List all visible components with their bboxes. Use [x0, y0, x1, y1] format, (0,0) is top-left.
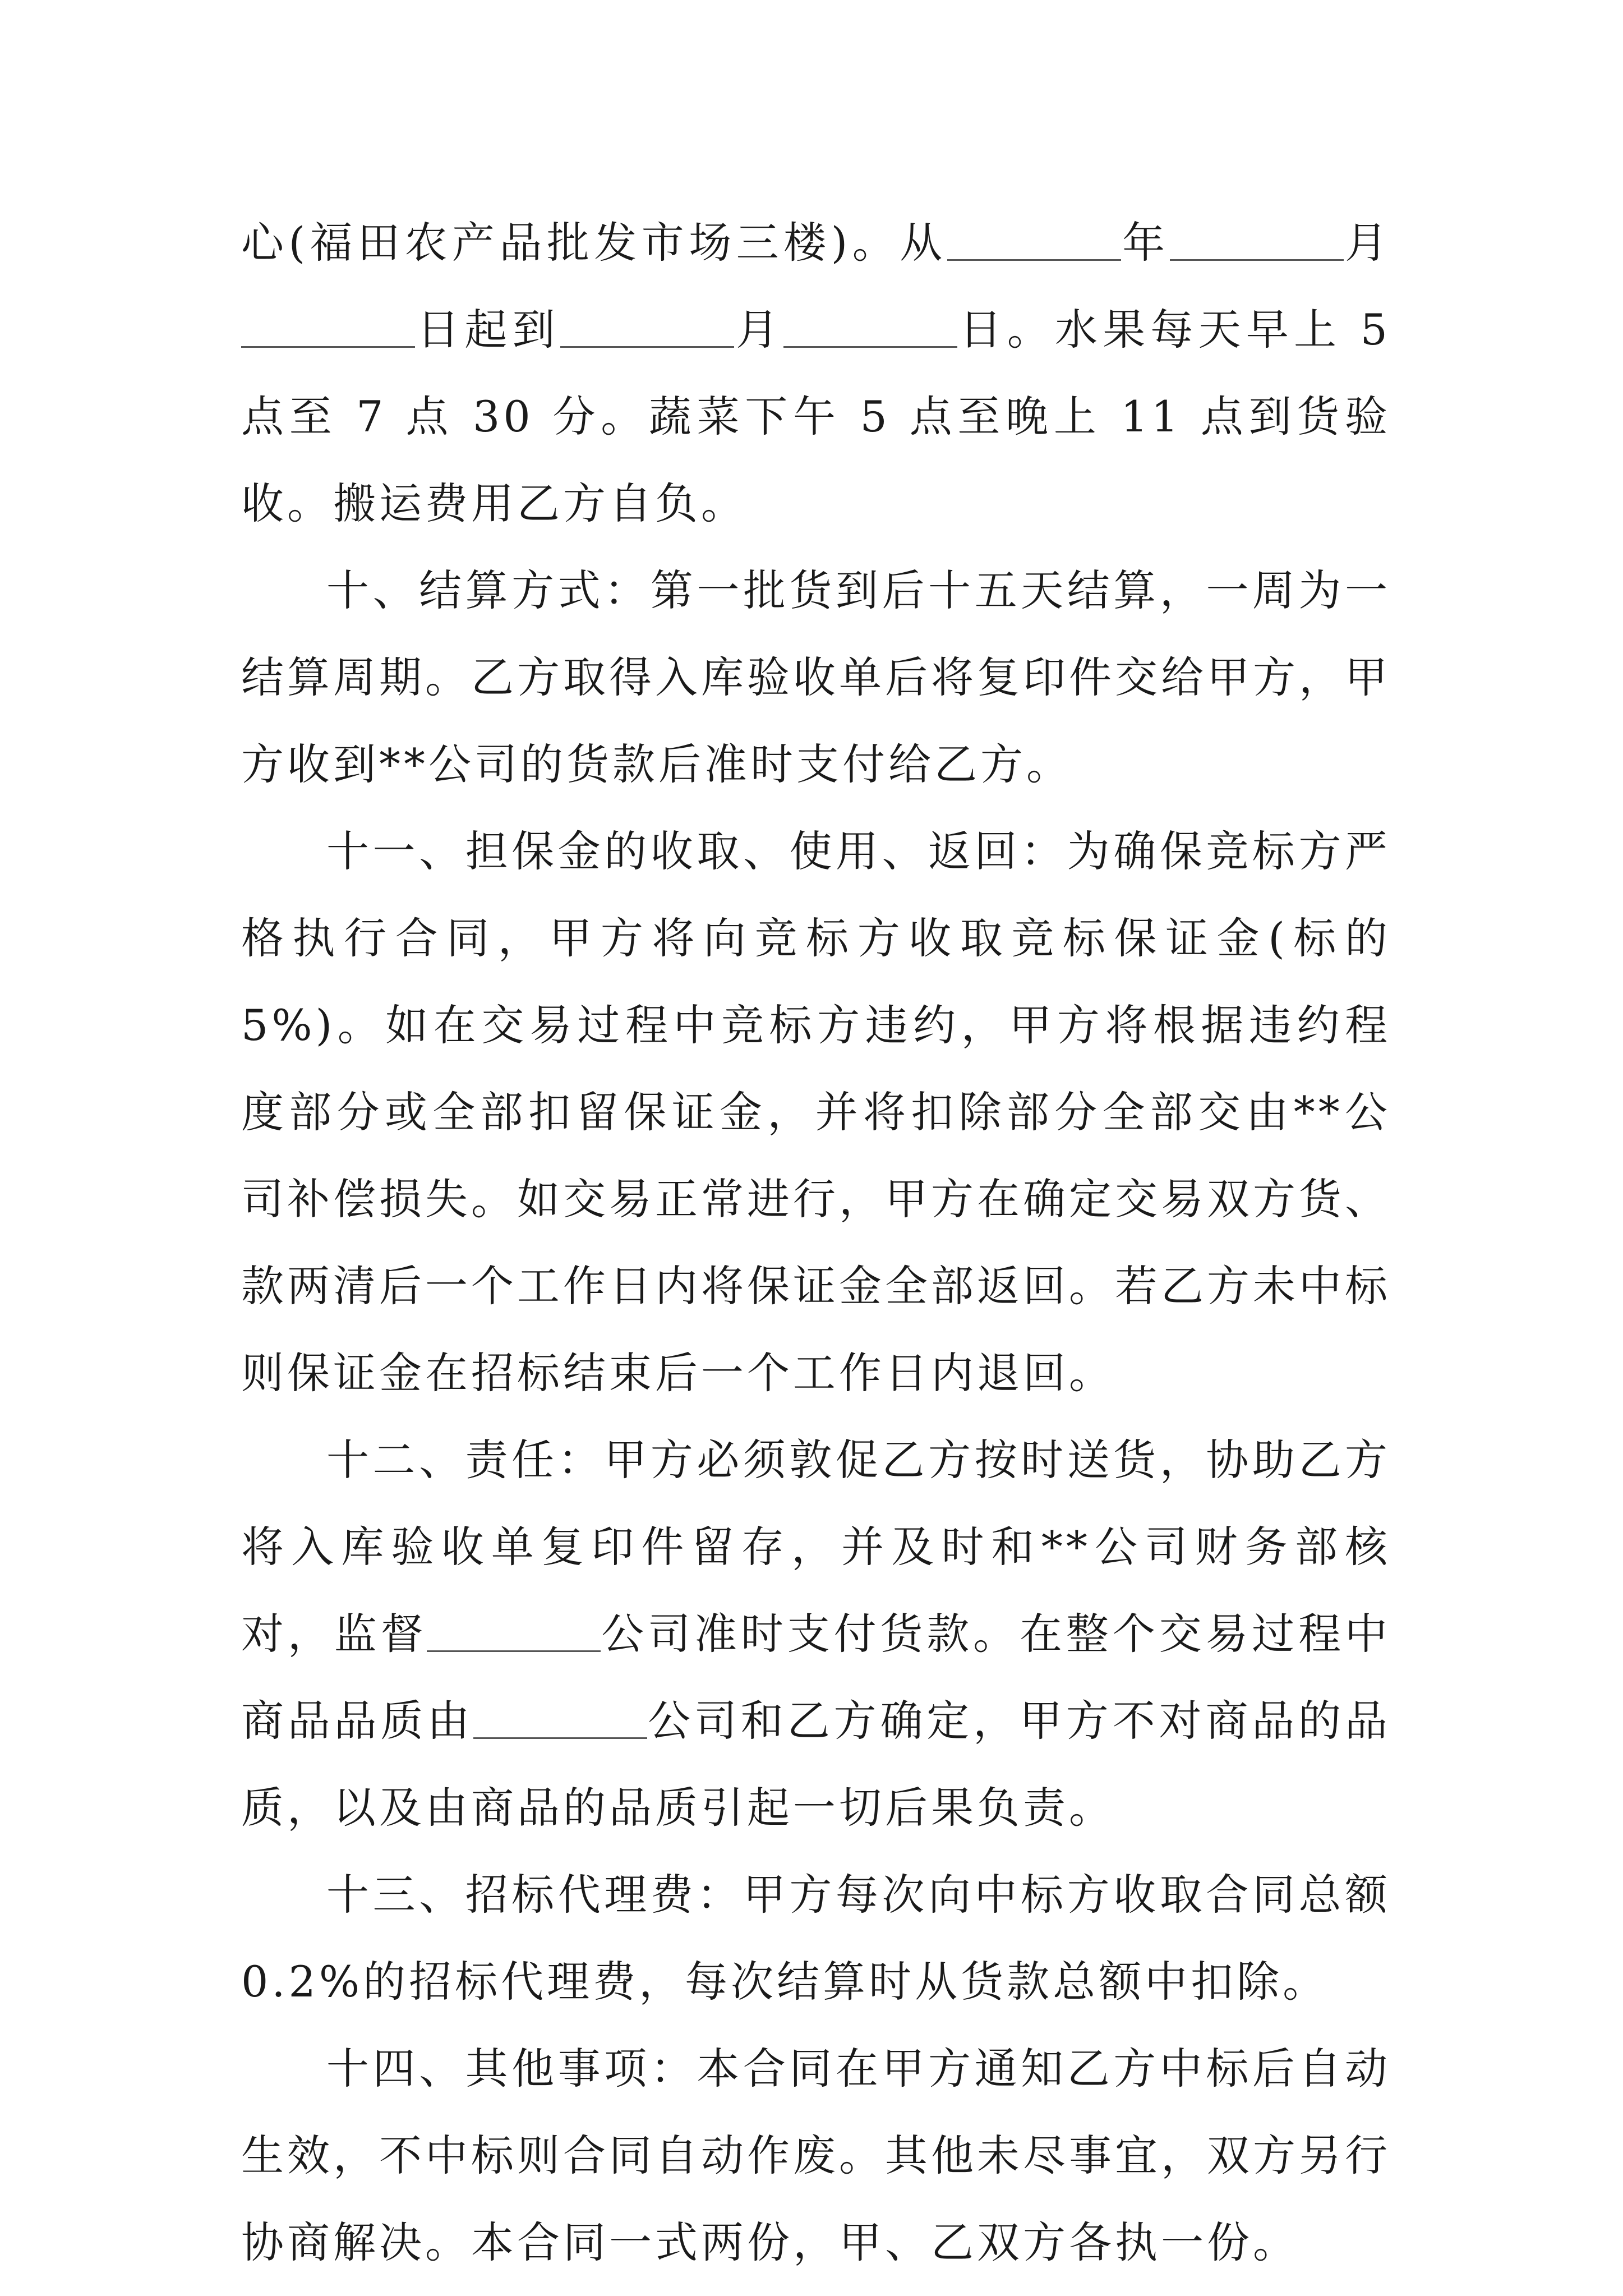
fill-in-blank: [473, 1695, 647, 1739]
paragraph-text: 公司和乙方确定，甲方不对商品的品质，以及由商品的品质引起一切后果负责。: [241, 1696, 1391, 1833]
paragraph-text: 十三、招标代理费：甲方每次向中标方收取合同总额 0.2%的招标代理费，每次结算时从货款总额中扣除。: [241, 1870, 1391, 2007]
paragraph-text: 十、结算方式：第一批货到后十五天结算，一周为一结算周期。乙方取得入库验收单后将复印件交给甲方，甲方收到**公司的货款后准时支付给乙方。: [241, 565, 1391, 789]
paragraph-text: 十四、其他事项：本合同在甲方通知乙方中标后自动生效，不中标则合同自动作废。其他未尽事宜，双方另行协商解决。本合同一式两份，甲、乙双方各执一份。: [241, 2044, 1391, 2267]
paragraph-text: 心(福田农产品批发市场三楼)。从: [241, 218, 947, 268]
paragraph-settlement: [241, 547, 1391, 808]
paragraph-text: 月: [734, 305, 784, 355]
fill-in-blank: [241, 303, 415, 348]
paragraph-text: 十一、担保金的收取、使用、返回：为确保竞标方严格执行合同，甲方将向竞标方收取竞标保证金(标的 5%)。如在交易过程中竞标方违约，甲方将根据违约程度部分或全部扣留保证金，并将扣除部分全部交由**公司补偿损失。如交易正常进行，甲方在确定交易双方货、款两清后一个工作日内将保证金全部返回。若乙方未中标则保证金在招标结束后一个工作日内退回。: [241, 826, 1391, 1398]
document-body: [241, 199, 1391, 2286]
fill-in-blank: [1170, 217, 1344, 261]
fill-in-blank: [560, 303, 734, 348]
paragraph-text: 日。水果每天早上 5 点至 7 点 30 分。蔬菜下午 5 点至晚上 11 点到货验收。搬运费用乙方自负。: [241, 305, 1391, 528]
paragraph-other: [241, 2025, 1391, 2286]
paragraph-text: 月: [1343, 218, 1391, 268]
fill-in-blank: [947, 217, 1121, 261]
fill-in-blank: [427, 1608, 601, 1652]
paragraph-agency-fee: [241, 1851, 1391, 2025]
paragraph-deposit: [241, 808, 1391, 1416]
fill-in-blank: [783, 303, 957, 348]
paragraph-text: 日起到: [415, 305, 560, 355]
paragraph-text: 年: [1121, 218, 1170, 268]
paragraph-text: 十二、责任：甲方必须敦促乙方按时送货，协助乙方将入库验收单复印件留存，并及时和**公司财务部核对，监督: [241, 1435, 1391, 1659]
paragraph-text: 公司准时支付货款。在整个交易过程中商品品质由: [241, 1609, 1391, 1746]
paragraph-delivery: [241, 199, 1391, 547]
paragraph-responsibility: [241, 1416, 1391, 1851]
